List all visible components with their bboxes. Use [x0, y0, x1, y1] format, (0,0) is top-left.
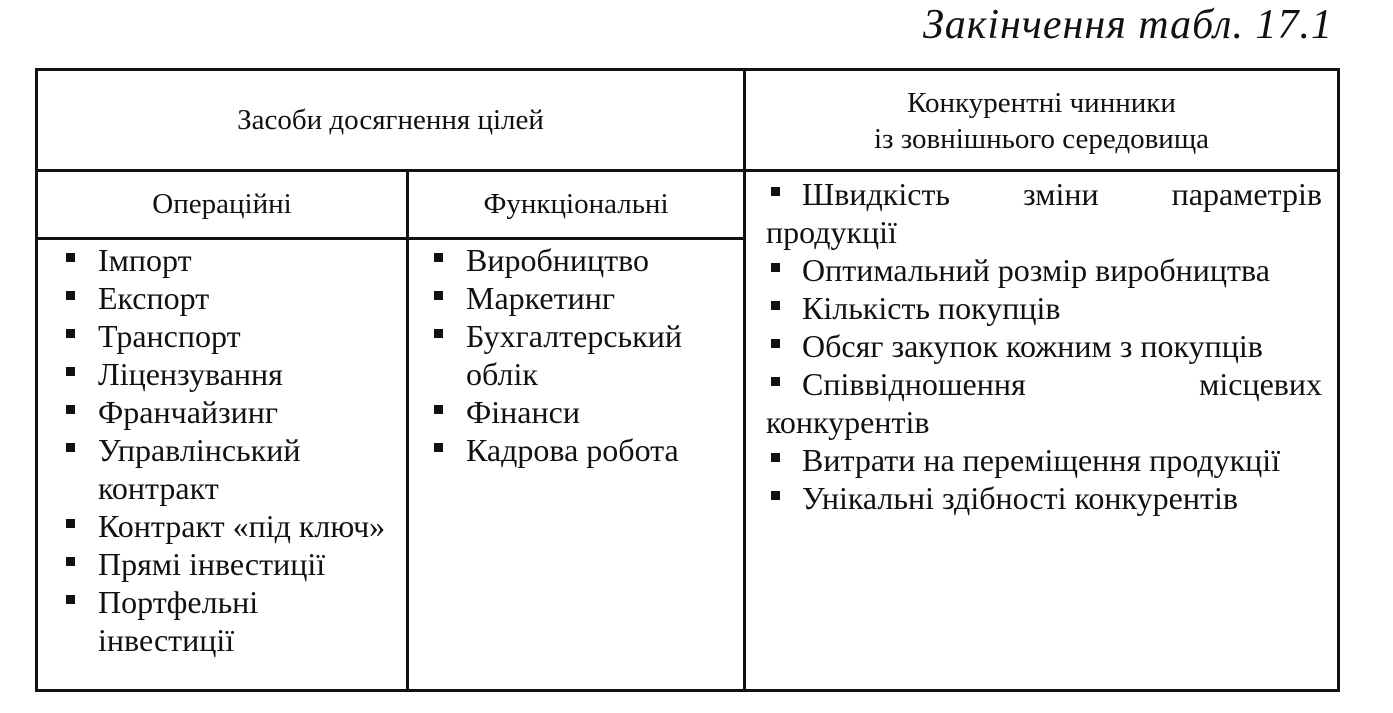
bullet-icon — [771, 301, 780, 310]
list-item: Унікальні здібності конкурентів — [766, 479, 1322, 517]
list-item: Прямі інвестиції — [64, 545, 394, 583]
list-item: Портфельні інвестиції — [64, 583, 394, 659]
list-item: Виробництво — [432, 241, 732, 279]
list-item: Швидкість зміни параметрів продукції — [766, 176, 1322, 250]
bullet-icon — [66, 557, 75, 566]
header-means — [38, 102, 743, 138]
subheader-operational — [38, 186, 406, 222]
bullet-icon — [771, 453, 780, 462]
list-item: Бухгалтерський облік — [432, 317, 732, 393]
list-item: Обсяг закупок кожним з покупців — [766, 327, 1322, 365]
bullet-icon — [66, 519, 75, 528]
competitive-factors-list — [766, 175, 1322, 517]
list-item: Оптимальний розмір виробництва — [766, 251, 1322, 289]
list-item: Маркетинг — [432, 279, 732, 317]
table-caption: Закінчення табл. 17.1 — [922, 2, 1333, 48]
bullet-icon — [771, 339, 780, 348]
header-competitive-line2: із зовнішнього середовища — [873, 123, 1210, 155]
bullet-icon — [434, 329, 443, 338]
bullet-icon — [434, 405, 443, 414]
header-divider — [38, 169, 1337, 172]
list-item: Витрати на переміщення продукції — [766, 441, 1322, 479]
header-competitive-factors — [746, 85, 1337, 157]
table — [35, 68, 1340, 692]
list-item: Експорт — [64, 279, 394, 317]
header-competitive-line1: Конкурентні чинники — [907, 87, 1176, 119]
bullet-icon — [66, 253, 75, 262]
bullet-icon — [771, 263, 780, 272]
bullet-icon — [434, 291, 443, 300]
list-item: Контракт «під ключ» — [64, 507, 394, 545]
list-item: Франчайзинг — [64, 393, 394, 431]
bullet-icon — [66, 443, 75, 452]
bullet-icon — [66, 405, 75, 414]
column-divider-main — [743, 71, 746, 689]
operational-list — [64, 241, 394, 659]
subheader-functional-text: Функціональні — [483, 188, 669, 220]
list-item: Кадрова робота — [432, 431, 732, 469]
list-item: Транспорт — [64, 317, 394, 355]
list-item: Фінанси — [432, 393, 732, 431]
list-item: Ліцензування — [64, 355, 394, 393]
subheader-divider — [38, 237, 746, 240]
bullet-icon — [434, 253, 443, 262]
bullet-icon — [771, 187, 780, 196]
list-item: Кількість покупців — [766, 289, 1322, 327]
bullet-icon — [66, 329, 75, 338]
header-means-text: Засоби досягнення цілей — [237, 104, 544, 136]
bullet-icon — [771, 377, 780, 386]
bullet-icon — [771, 491, 780, 500]
list-item: Імпорт — [64, 241, 394, 279]
list-item: Управлінський контракт — [64, 431, 394, 507]
bullet-icon — [66, 595, 75, 604]
list-item: Співвідношення місцевих конкурентів — [766, 366, 1322, 440]
subheader-operational-text: Операційні — [152, 188, 292, 220]
column-divider-sub — [406, 171, 409, 689]
bullet-icon — [66, 291, 75, 300]
functional-list — [432, 241, 732, 469]
bullet-icon — [434, 443, 443, 452]
bullet-icon — [66, 367, 75, 376]
subheader-functional — [409, 186, 743, 222]
